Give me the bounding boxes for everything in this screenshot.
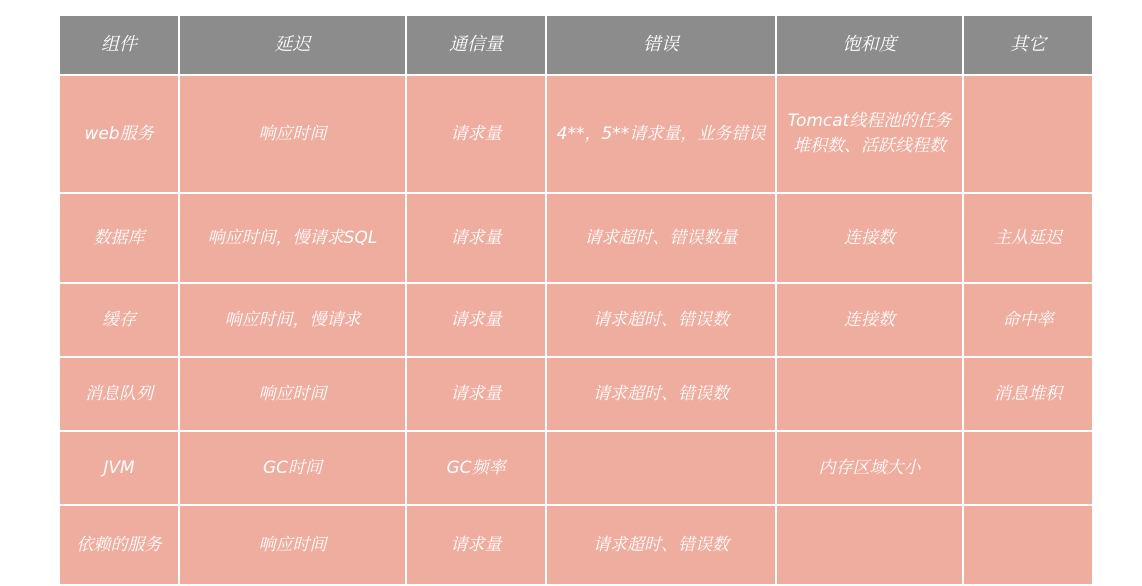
cell-saturation xyxy=(777,506,962,584)
cell-other xyxy=(964,432,1092,504)
cell-component: 缓存 xyxy=(60,284,178,356)
cell-errors: 请求超时、错误数 xyxy=(547,284,775,356)
cell-errors: 请求超时、错误数量 xyxy=(547,194,775,282)
metrics-table xyxy=(58,14,1094,586)
column-header-traffic: 通信量 xyxy=(407,16,545,74)
table-row xyxy=(60,194,1092,282)
table-body xyxy=(60,76,1092,584)
column-header-errors: 错误 xyxy=(547,16,775,74)
cell-other xyxy=(964,506,1092,584)
cell-component: 数据库 xyxy=(60,194,178,282)
cell-other: 消息堆积 xyxy=(964,358,1092,430)
cell-saturation: 连接数 xyxy=(777,194,962,282)
cell-latency: 响应时间 xyxy=(180,358,405,430)
cell-other xyxy=(964,76,1092,192)
cell-other: 主从延迟 xyxy=(964,194,1092,282)
cell-latency: 响应时间 xyxy=(180,76,405,192)
cell-saturation: 内存区域大小 xyxy=(777,432,962,504)
column-header-latency: 延迟 xyxy=(180,16,405,74)
cell-saturation: Tomcat线程池的任务堆积数、活跃线程数 xyxy=(777,76,962,192)
cell-latency: GC时间 xyxy=(180,432,405,504)
table-row xyxy=(60,506,1092,584)
cell-errors: 4**，5**请求量，业务错误 xyxy=(547,76,775,192)
table-row xyxy=(60,358,1092,430)
cell-component: 依赖的服务 xyxy=(60,506,178,584)
cell-component: 消息队列 xyxy=(60,358,178,430)
column-header-other: 其它 xyxy=(964,16,1092,74)
column-header-saturation: 饱和度 xyxy=(777,16,962,74)
cell-traffic: 请求量 xyxy=(407,284,545,356)
cell-other: 命中率 xyxy=(964,284,1092,356)
cell-traffic: 请求量 xyxy=(407,194,545,282)
column-header-component: 组件 xyxy=(60,16,178,74)
table-row xyxy=(60,284,1092,356)
cell-component: JVM xyxy=(60,432,178,504)
cell-traffic: 请求量 xyxy=(407,506,545,584)
table-row xyxy=(60,76,1092,192)
cell-errors: 请求超时、错误数 xyxy=(547,506,775,584)
cell-errors: 请求超时、错误数 xyxy=(547,358,775,430)
table-row xyxy=(60,432,1092,504)
cell-saturation xyxy=(777,358,962,430)
metrics-table-container xyxy=(58,14,1084,586)
table-header-row xyxy=(60,16,1092,74)
cell-component: web服务 xyxy=(60,76,178,192)
cell-latency: 响应时间，慢请求 xyxy=(180,284,405,356)
cell-traffic: 请求量 xyxy=(407,76,545,192)
cell-latency: 响应时间 xyxy=(180,506,405,584)
cell-errors xyxy=(547,432,775,504)
cell-traffic: GC频率 xyxy=(407,432,545,504)
cell-latency: 响应时间，慢请求SQL xyxy=(180,194,405,282)
cell-saturation: 连接数 xyxy=(777,284,962,356)
table-header xyxy=(60,16,1092,74)
cell-traffic: 请求量 xyxy=(407,358,545,430)
